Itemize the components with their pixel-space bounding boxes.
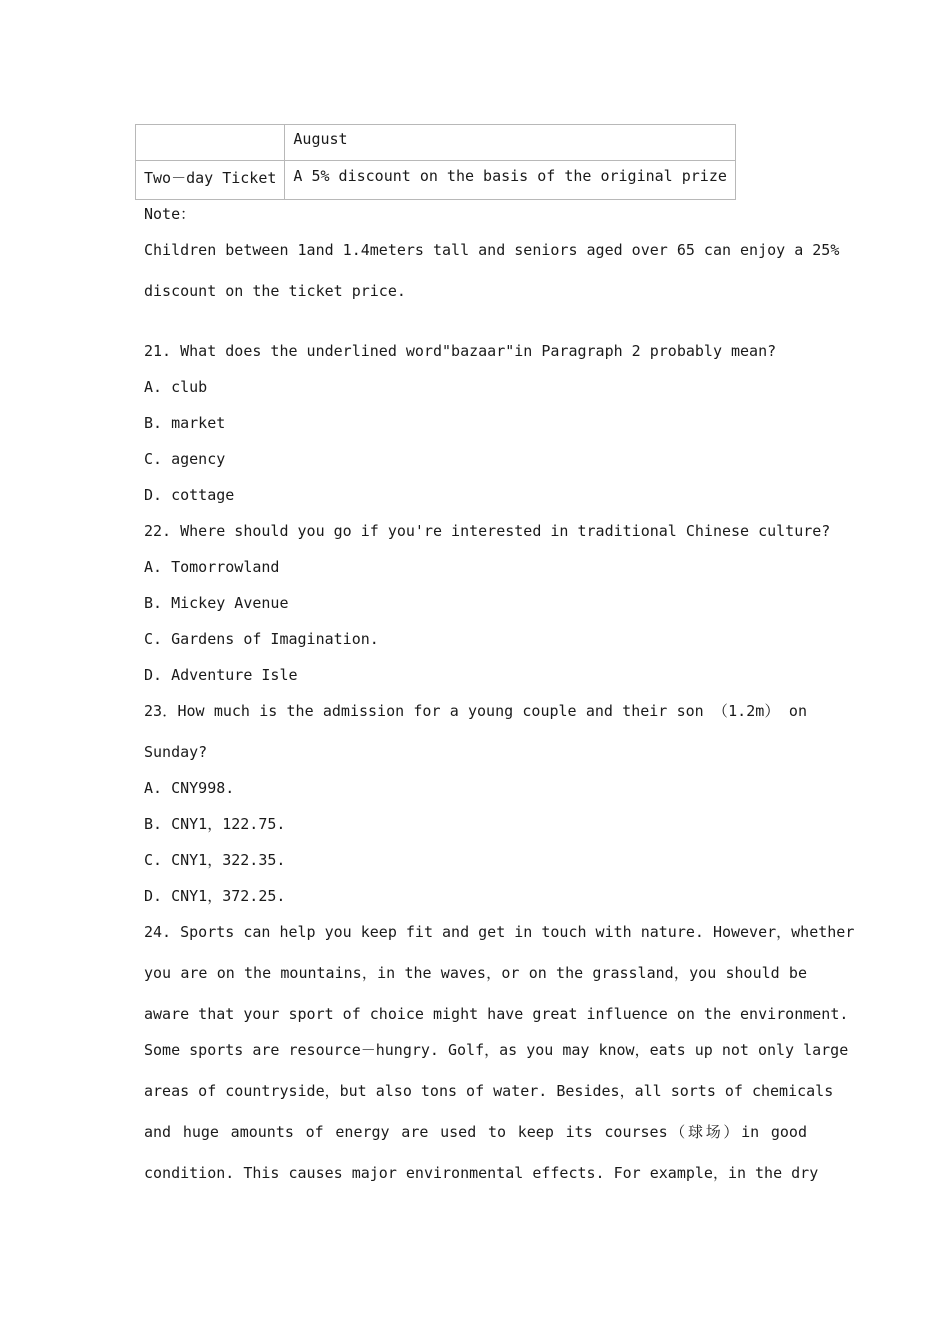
passage-24-line: you are on the mountains，in the waves，or on the grassland，you should be <box>144 964 807 982</box>
question-23-option-d: D. CNY1，372.25. <box>144 887 286 905</box>
question-22-option-c: C. Gardens of Imagination. <box>144 630 379 648</box>
question-22-option-d: D. Adventure Isle <box>144 666 298 684</box>
note-text: discount on the ticket price. <box>144 282 406 300</box>
question-21-option-c: C. agency <box>144 450 226 468</box>
ticket-price-table <box>135 124 736 200</box>
table-row <box>136 161 736 200</box>
note-text: Children between 1and 1.4meters tall and seniors aged over 65 can enjoy a 25% <box>144 241 840 259</box>
question-23-option-c: C. CNY1，322.35. <box>144 851 286 869</box>
table-cell: Two－day Ticket <box>136 161 285 200</box>
question-23-stem: Sunday? <box>144 743 208 761</box>
question-22-option-a: A. Tomorrowland <box>144 558 280 576</box>
question-21-option-b: B. market <box>144 414 226 432</box>
question-22-stem: 22. Where should you go if you're interested in traditional Chinese culture? <box>144 522 831 540</box>
question-22-option-b: B. Mickey Avenue <box>144 594 289 612</box>
passage-24-line: and huge amounts of energy are used to keep its courses（球场）in good <box>144 1123 807 1141</box>
passage-24-line: Some sports are resource－hungry. Golf，as you may know，eats up not only large <box>144 1041 849 1059</box>
question-21-stem: 21. What does the underlined word"bazaar"in Paragraph 2 probably mean? <box>144 342 777 360</box>
passage-24-line: aware that your sport of choice might have great influence on the environment. <box>144 1005 849 1023</box>
passage-24-line: 24. Sports can help you keep fit and get in touch with nature. However，whether <box>144 923 855 941</box>
table-row <box>136 125 736 161</box>
table-cell: A 5% discount on the basis of the original prize <box>285 161 735 200</box>
question-23-stem: 23．How much is the admission for a young couple and their son （1.2m） on <box>144 702 807 720</box>
question-23-option-b: B. CNY1，122.75. <box>144 815 286 833</box>
question-21-option-d: D. cottage <box>144 486 235 504</box>
question-23-option-a: A. CNY998. <box>144 779 235 797</box>
table-cell: August <box>285 125 735 161</box>
passage-24-line: condition. This causes major environmental effects. For example，in the dry <box>144 1164 819 1182</box>
passage-24-line: areas of countryside，but also tons of water. Besides，all sorts of chemicals <box>144 1082 834 1100</box>
note-label: Note： <box>144 205 196 223</box>
question-21-option-a: A. club <box>144 378 208 396</box>
table-cell <box>136 125 285 161</box>
